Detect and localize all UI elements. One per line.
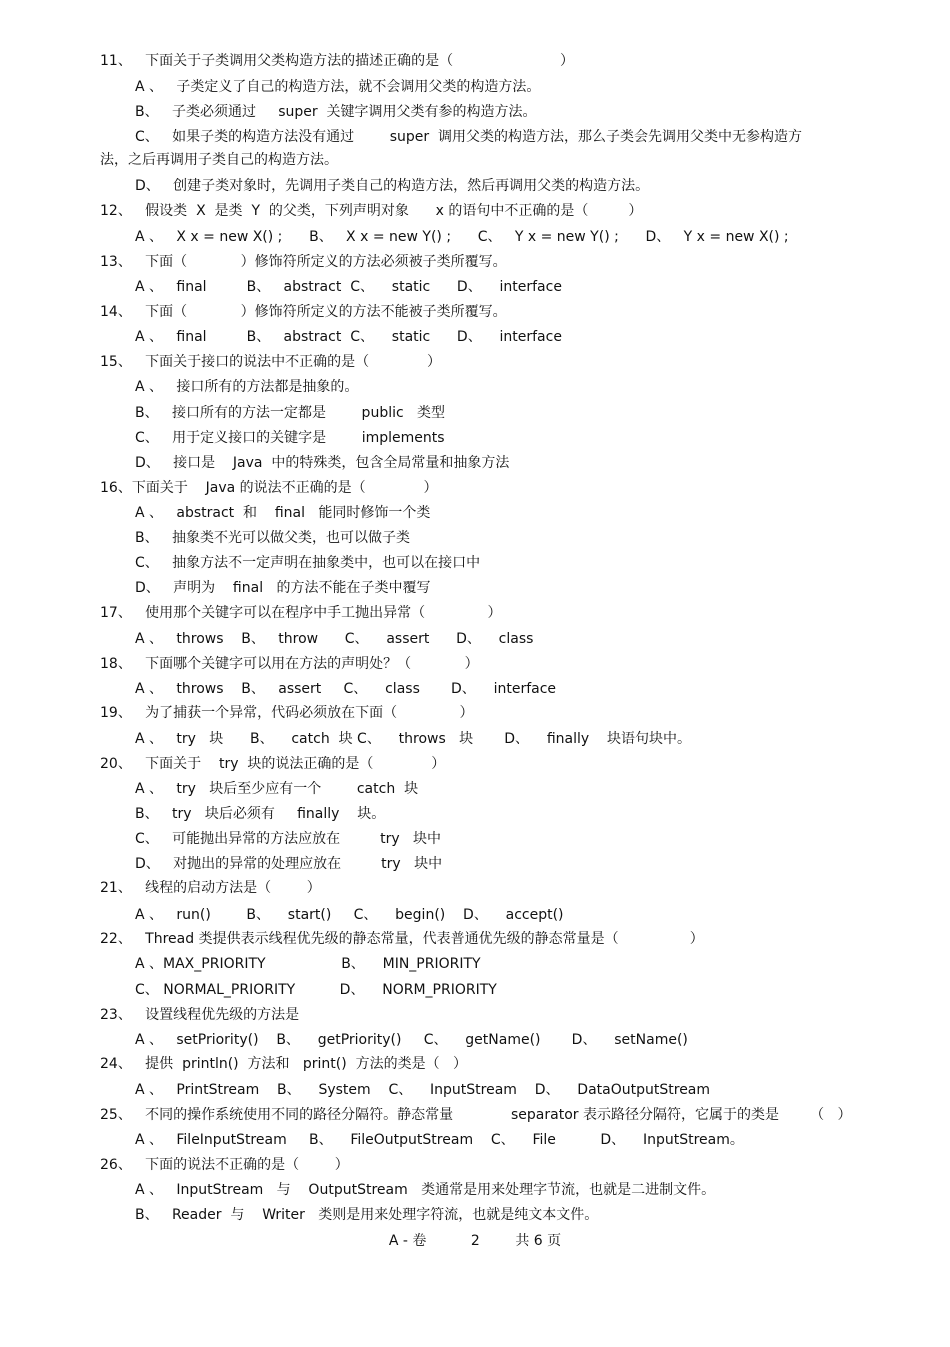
answer-options: B、 抽象类不光可以做父类，也可以做子类 xyxy=(135,530,410,546)
answer-options: A 、 final B、 abstract C、 static D、 interface xyxy=(135,279,562,295)
answer-options: A 、 setPriority() B、 getPriority() C、 getName() D、 setName() xyxy=(135,1032,688,1048)
answer-options: C、 如果子类的构造方法没有通过 super 调用父类的构造方法，那么子类会先调用父类中无参构造方 xyxy=(135,129,803,145)
answer-options: A 、 throws B、 throw C、 assert D、 class xyxy=(135,631,534,647)
question-text: 18、 下面哪个关键字可以用在方法的声明处？（ ） xyxy=(100,656,479,672)
answer-options: C、 可能抛出异常的方法应放在 try 块中 xyxy=(135,831,442,847)
answer-options: D、 创建子类对象时，先调用子类自己的构造方法，然后再调用父类的构造方法。 xyxy=(135,178,650,194)
answer-options: A 、 abstract 和 final 能同时修饰一个类 xyxy=(135,505,431,521)
answer-options: A 、MAX_PRIORITY B、 MIN_PRIORITY xyxy=(135,956,481,972)
answer-options: A 、 InputStream 与 OutputStream 类通常是用来处理字节流，也就是二进制文件。 xyxy=(135,1182,716,1198)
answer-options: B、 子类必须通过 super 关键字调用父类有参的构造方法。 xyxy=(135,104,537,120)
question-text: 15、 下面关于接口的说法中不正确的是（ ） xyxy=(100,354,442,370)
answer-options: B、 try 块后必须有 finally 块。 xyxy=(135,806,386,822)
answer-options: A 、 X x = new X() ; B、 X x = new Y() ; C、 Y x = new Y() ; D、 Y x = new X() ; xyxy=(135,229,789,245)
answer-options: B、 接口所有的方法一定都是 public 类型 xyxy=(135,405,446,421)
question-text: 14、 下面（ ）修饰符所定义的方法不能被子类所覆写。 xyxy=(100,304,507,320)
answer-options: D、 对抛出的异常的处理应放在 try 块中 xyxy=(135,856,443,872)
answer-options: B、 Reader 与 Writer 类则是用来处理字符流，也就是纯文本文件。 xyxy=(135,1207,599,1223)
answer-options: A 、 子类定义了自己的构造方法，就不会调用父类的构造方法。 xyxy=(135,79,541,95)
question-text: 26、 下面的说法不正确的是（ ） xyxy=(100,1157,349,1173)
question-text: 19、 为了捕获一个异常，代码必须放在下面（ ） xyxy=(100,705,474,721)
answer-options: A 、 final B、 abstract C、 static D、 interface xyxy=(135,329,562,345)
answer-options: C、 抽象方法不一定声明在抽象类中，也可以在接口中 xyxy=(135,555,481,571)
answer-options: A 、 try 块 B、 catch 块 C、 throws 块 D、 finally 块语句块中。 xyxy=(135,731,691,747)
question-text: 17、 使用那个关键字可以在程序中手工抛出异常（ ） xyxy=(100,605,502,621)
answer-options: A 、 try 块后至少应有一个 catch 块 xyxy=(135,781,419,797)
answer-options: A 、 throws B、 assert C、 class D、 interface xyxy=(135,681,557,697)
question-text: 13、 下面（ ）修饰符所定义的方法必须被子类所覆写。 xyxy=(100,254,507,270)
question-text: 24、 提供 println() 方法和 print() 方法的类是（ ） xyxy=(100,1056,467,1072)
answer-options: D、 接口是 Java 中的特殊类，包含全局常量和抽象方法 xyxy=(135,455,510,471)
question-text: 23、 设置线程优先级的方法是 xyxy=(100,1007,300,1023)
question-text: 22、 Thread 类提供表示线程优先级的静态常量，代表普通优先级的静态常量是（ ） xyxy=(100,931,704,947)
question-text: 20、 下面关于 try 块的说法正确的是（ ） xyxy=(100,756,446,772)
answer-options: A 、 PrintStream B、 System C、 InputStream D、 DataOutputStream xyxy=(135,1082,711,1098)
question-text: 21、 线程的启动方法是（ ） xyxy=(100,880,321,896)
question-text: 12、 假设类 X 是类 Y 的父类，下列声明对象 x 的语句中不正确的是（ ） xyxy=(100,203,643,219)
question-text: 16、下面关于 Java 的说法不正确的是（ ） xyxy=(100,480,438,496)
answer-options: C、 用于定义接口的关键字是 implements xyxy=(135,430,445,446)
answer-options: A 、 接口所有的方法都是抽象的。 xyxy=(135,379,359,395)
answer-options: A 、 FileInputStream B、 FileOutputStream C、 File D、 InputStream。 xyxy=(135,1132,744,1148)
answer-options: D、 声明为 final 的方法不能在子类中覆写 xyxy=(135,580,431,596)
answer-options: A 、 run() B、 start() C、 begin() D、 accept() xyxy=(135,907,564,923)
continuation-text: 法，之后再调用子类自己的构造方法。 xyxy=(100,152,338,168)
answer-options: C、 NORMAL_PRIORITY D、 NORM_PRIORITY xyxy=(135,982,497,998)
question-text: 25、 不同的操作系统使用不同的路径分隔符。静态常量 separator 表示路径分隔符，它属于的类是 （ ） xyxy=(100,1107,852,1123)
page-footer: A - 卷 2 共 6 页 xyxy=(388,1233,562,1249)
question-text: 11、 下面关于子类调用父类构造方法的描述正确的是（ ） xyxy=(100,53,574,69)
